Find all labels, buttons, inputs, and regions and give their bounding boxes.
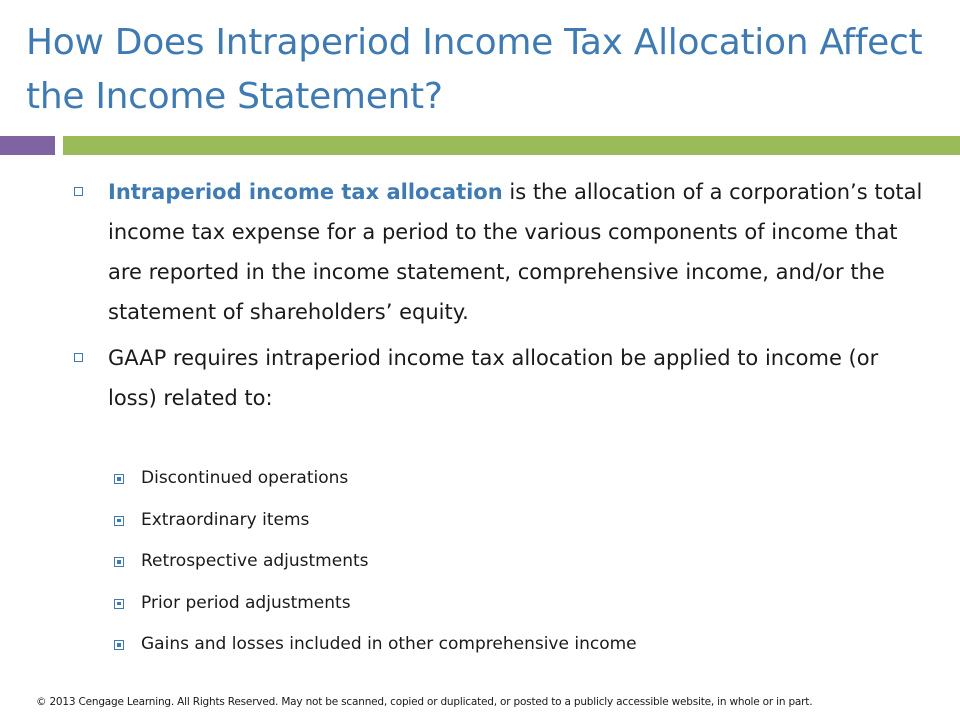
bullet-definition: [70, 172, 930, 332]
copyright-footer: © 2013 Cengage Learning. All Rights Reserved. May not be scanned, copied or duplicated, or posted to a publicly accessible website, in whole or in part.: [36, 696, 813, 708]
sub-bullet-label: Retrospective adjustments: [141, 551, 369, 571]
hollow-square-icon: [74, 187, 83, 196]
boxed-square-icon: [114, 516, 124, 526]
sub-bullet-label: Extraordinary items: [141, 509, 310, 530]
sub-bullet-item: [112, 541, 932, 583]
boxed-square-icon: [114, 599, 124, 609]
sub-bullet-label: Prior period adjustments: [141, 592, 351, 613]
title-rule-purple: [0, 136, 55, 155]
bullet-gaap: [70, 338, 930, 418]
gaap-text: GAAP requires intraperiod income tax allocation be applied to income (or loss) related to:: [108, 346, 879, 410]
sub-bullet-item: [112, 624, 932, 666]
defined-term: Intraperiod income tax allocation: [108, 180, 503, 204]
bullet-list: [70, 172, 930, 424]
sub-bullet-item: [112, 458, 932, 500]
hollow-square-icon: [74, 353, 83, 362]
slide-title: How Does Intraperiod Income Tax Allocation Affect the Income Statement?: [26, 22, 923, 117]
boxed-square-icon: [114, 474, 124, 484]
title-rule-green: [63, 136, 960, 155]
sub-bullet-list: [112, 458, 932, 666]
definition-text: is the allocation of a corporation’s total income tax expense for a period to the various components of income that are reported in the income statement, comprehensive income, and/or the statement of shareholders’ equity.: [108, 180, 923, 324]
sub-bullet-label: Gains and losses included in other comprehensive income: [141, 634, 637, 654]
boxed-square-icon: [114, 557, 124, 567]
sub-bullet-label: Discontinued operations: [141, 468, 349, 488]
sub-bullet-item: [112, 500, 932, 542]
boxed-square-icon: [114, 640, 124, 650]
sub-bullet-item: [112, 583, 932, 625]
